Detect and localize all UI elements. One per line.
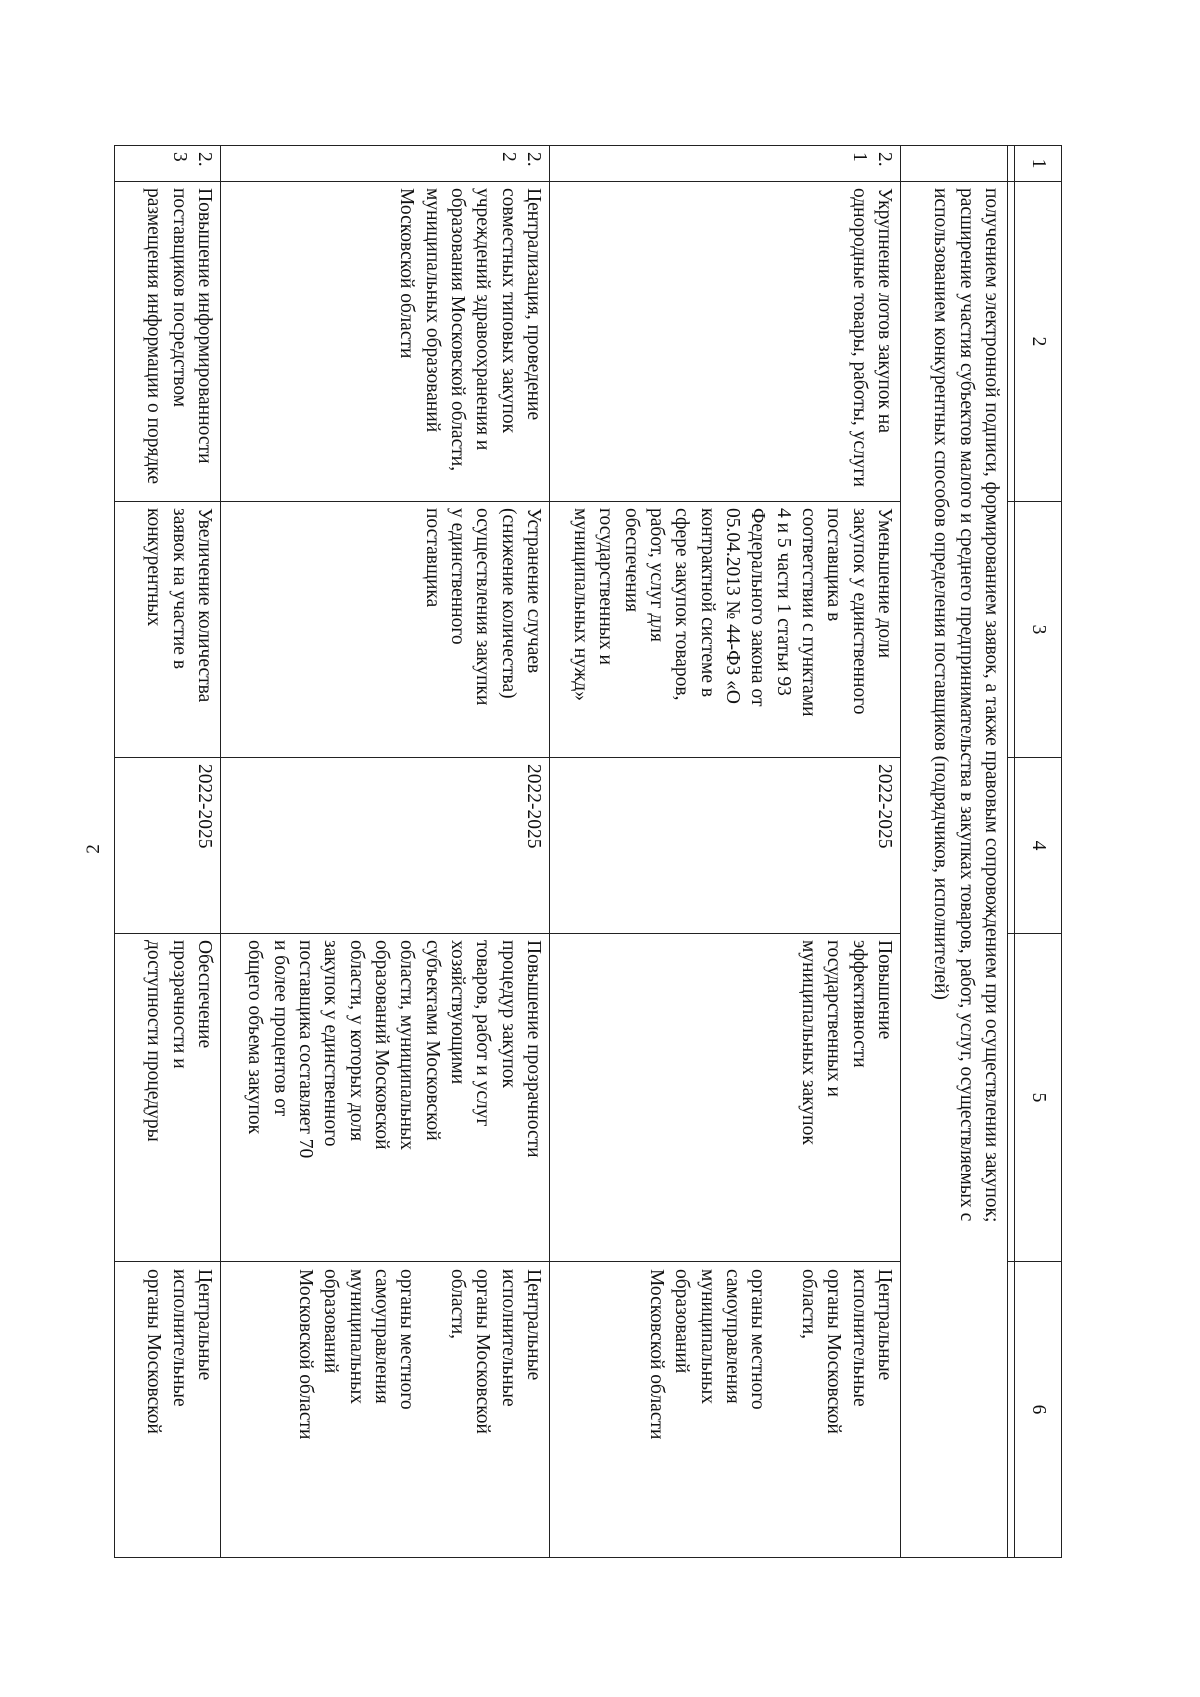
result-cell: Обеспечение прозрачности и доступности процедуры <box>115 934 221 1262</box>
executor-cell: Центральные исполнительные органы Московской области, органы местного самоуправления муниципальных образований Московской области <box>550 1262 901 1558</box>
section-num-cell <box>901 146 1008 182</box>
page-number: 2 <box>83 844 104 854</box>
row-number: 2.2 <box>221 146 550 182</box>
table-row <box>115 146 221 1558</box>
term-cell: 2022-2025 <box>221 758 550 934</box>
result-cell: Повышение прозрачности процедур закупок товаров, работ и услуг хозяйствующими субъектами Московской области, муниципальных образований Московской области, у которых доля закупок у единственного поставщика составляет 70 и более процентов от общего объема закупок <box>221 934 550 1262</box>
header-cell-1: 1 <box>1015 146 1062 182</box>
measures-table <box>114 145 1062 1558</box>
table-row <box>221 146 550 1558</box>
goal-cell: Увеличение количества заявок на участие в конкурентных <box>115 502 221 758</box>
row-number: 2.1 <box>550 146 901 182</box>
header-cell-6: 6 <box>1015 1262 1062 1558</box>
executor-cell: Центральные исполнительные органы Московской <box>115 1262 221 1558</box>
result-cell: Повышение эффективности государственных и муниципальных закупок <box>550 934 901 1262</box>
measure-cell: Укрупнение лотов закупок на однородные товары, работы, услуги <box>550 182 901 502</box>
header-cell-4: 4 <box>1015 758 1062 934</box>
term-cell: 2022-2025 <box>115 758 221 934</box>
double-rule-row <box>1008 146 1015 1558</box>
measure-cell: Повышение информированности поставщиков посредством размещения информации о порядке <box>115 182 221 502</box>
measure-cell: Централизация, проведение совместных типовых закупок учреждений здравоохранения и образования Московской области, муниципальных образований Московской области <box>221 182 550 502</box>
rotated-page-content <box>139 145 1062 1557</box>
table-row <box>550 146 901 1558</box>
section-row <box>901 146 1008 1558</box>
section-text: получением электронной подписи, формированием заявок, а также правовым сопровождением при осуществлении закупок; расширение участия субъектов малого и среднего предпринимательства в закупках товаров, работ, услуг, осуществляемых с использованием конкурентных способов определения поставщиков (подрядчиков, исполнителей) <box>901 182 1008 1558</box>
row-number: 2.3 <box>115 146 221 182</box>
table-header-row <box>1015 146 1062 1558</box>
header-cell-3: 3 <box>1015 502 1062 758</box>
header-cell-2: 2 <box>1015 182 1062 502</box>
goal-cell: Устранение случаев (снижение количества) осуществления закупки у единственного поставщика <box>221 502 550 758</box>
goal-cell: Уменьшение доли закупок у единственного поставщика в соответствии с пунктами 4 и 5 части 1 статьи 93 Федерального закона от 05.04.2013 № 44-ФЗ «О контрактной системе в сфере закупок товаров, работ, услуг для обеспечения государственных и муниципальных нужд» <box>550 502 901 758</box>
header-cell-5: 5 <box>1015 934 1062 1262</box>
executor-cell: Центральные исполнительные органы Московской области, органы местного самоуправления муниципальных образований Московской области <box>221 1262 550 1558</box>
term-cell: 2022-2025 <box>550 758 901 934</box>
